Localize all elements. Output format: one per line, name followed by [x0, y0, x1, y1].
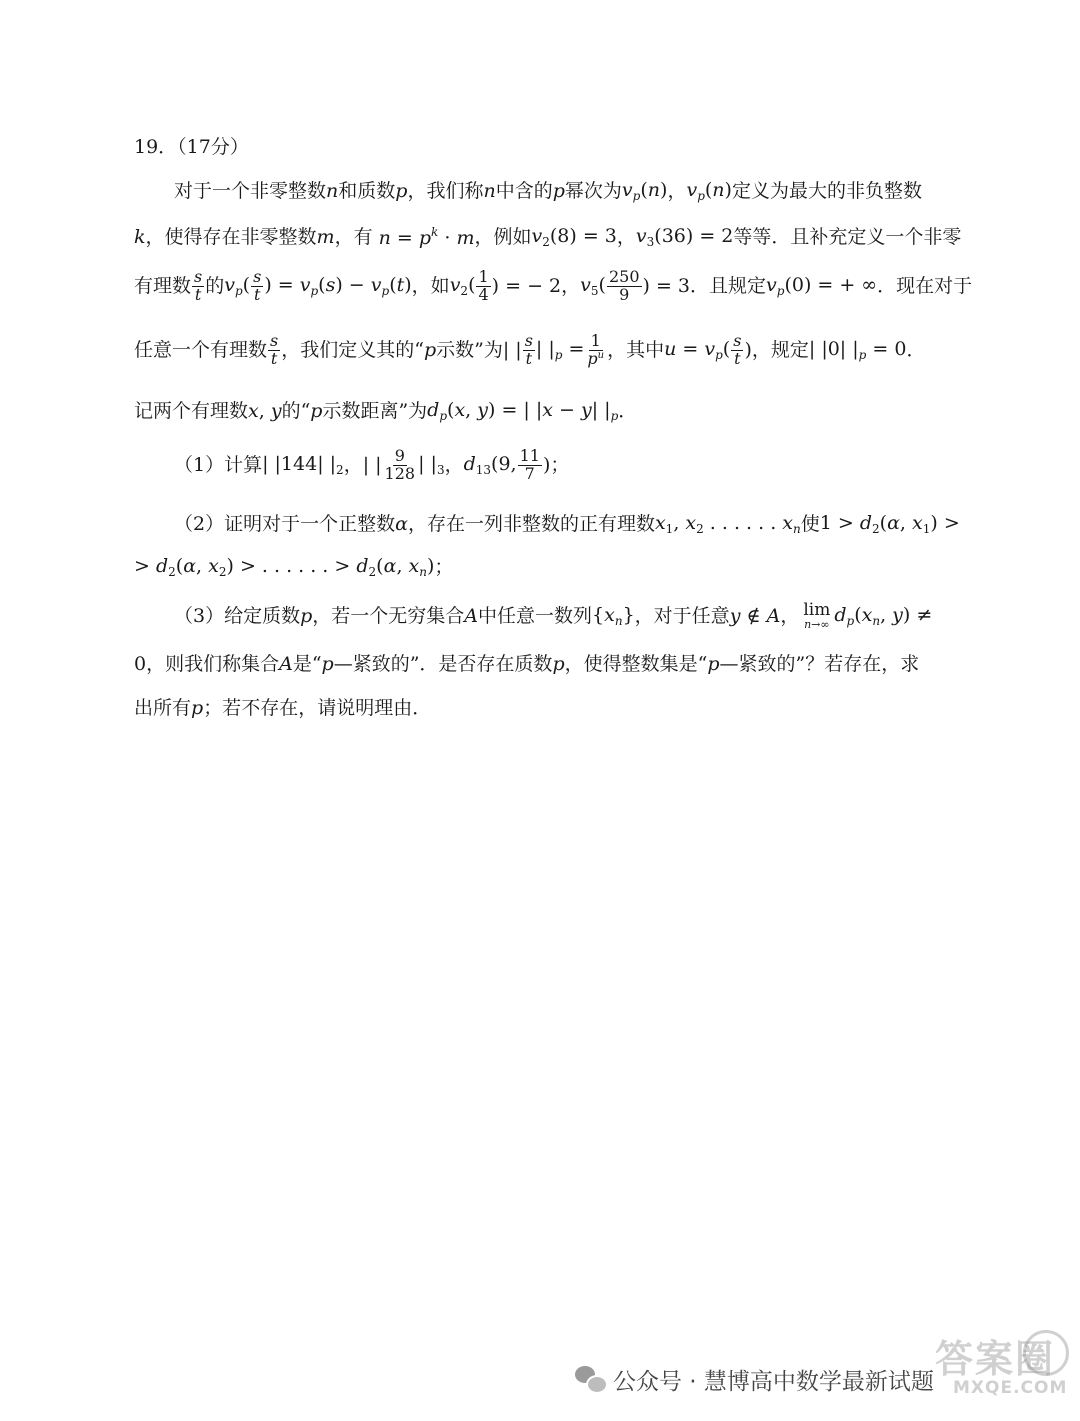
source-footer	[575, 1362, 934, 1396]
text: （3）给定质数	[174, 604, 301, 627]
text: ，有	[334, 225, 373, 248]
formula: $x_1$, $x_2$ . . . . . . $x_n$	[654, 512, 801, 536]
text: 示数距离”为	[322, 400, 428, 422]
text: ．	[618, 400, 638, 422]
formula: > $d_2(\alpha$, $x_2$) > . . . . . . > $d_2(\alpha$, $x_n$)	[134, 555, 435, 579]
text: 使	[800, 513, 820, 535]
fraction-1-4: $\frac{1}{4}$	[478, 266, 489, 304]
text: ，	[561, 274, 581, 297]
formula: $v_p(0)$ = + ∞	[766, 273, 878, 298]
text: ，对于任意	[634, 604, 730, 627]
formula: | |	[502, 338, 522, 361]
fraction-s-t: $\frac{s}{t}$	[270, 330, 279, 368]
text: ，使得存在非零整数	[145, 225, 317, 248]
text: ，规定	[751, 338, 809, 361]
formula: $1 > d_2(\alpha$, $x_1$) >	[819, 512, 960, 536]
text: ；	[550, 453, 570, 476]
text: 中含的	[495, 180, 553, 202]
formula: $v_2(8) = 3$	[531, 224, 617, 249]
formula: $\{x_n\}$	[592, 603, 635, 628]
text: 记两个有理数	[134, 400, 249, 422]
question-3-end: 出所有 p ；若不存在，请说明理由．	[134, 697, 432, 719]
text: ，存在一列非整数的正有理数	[407, 513, 655, 535]
text: ．且规定	[690, 274, 767, 297]
formula: $d_{13}(9$,	[463, 452, 517, 477]
question-3: （3）给定质数 p ，若一个无穷集合 A 中任意一数列 $\{x_n\}$ ，对于任意 y ∉ A ， lim n→∞ $d_p(x_n$, y) ≠	[174, 600, 933, 631]
fraction-250-9: $\frac{250}{9}$	[608, 266, 640, 304]
text: ，	[616, 225, 636, 248]
formula: ) = − 2	[491, 274, 562, 297]
formula: y ∉ A	[729, 604, 781, 627]
watermark-seal-icon	[1023, 1330, 1069, 1376]
text: ．现在对于	[877, 274, 973, 297]
text: ，例如	[474, 225, 532, 248]
fraction-s-t: $\frac{s}{t}$	[524, 330, 533, 368]
question-3-continued: 0，则我们称集合 A 是“ p —紧致的”．是否存在质数 p ，使得整数集是“ p —紧致的”？若存在，求	[134, 653, 920, 675]
formula: $v_p$(	[224, 273, 251, 298]
formula: $d_p(x_n$, y) ≠	[834, 603, 933, 628]
text: ；	[434, 556, 454, 578]
formula: | $|_3$	[418, 452, 445, 477]
watermark-logo	[935, 1328, 1075, 1418]
paragraph-line-5: 记两个有理数 x, y 的“ p 示数距离”为 $d_p(x$, y) = | |x − y| $|_p$ ．	[134, 399, 638, 423]
formula: ) = 3	[642, 274, 690, 297]
fraction-s-t: $\frac{s}{t}$	[733, 330, 742, 368]
text: 出所有	[134, 697, 192, 719]
fraction-1-pu: $\frac{1}{p^u}$	[587, 330, 605, 368]
fraction-9-128: $\frac{9}{128}$	[384, 445, 416, 483]
paragraph-line-1: 对于一个非零整数 n 和质数 p ，我们称 n 中含的 p 幂次为 $v_p(n)$ ， $v_p(n)$ 定义为最大的非负整数	[174, 179, 922, 203]
watermark-url: MXQE.COM	[953, 1378, 1068, 1398]
text: 幂次为	[564, 180, 622, 202]
text: （2）证明对于一个正整数	[174, 513, 396, 535]
watermark-text: 答案圈	[935, 1337, 1056, 1381]
text: ．	[906, 338, 926, 361]
text: 等等．且补充定义一个非零	[733, 225, 962, 248]
limit-notation: lim n→∞	[803, 600, 831, 631]
text: 对于一个非零整数	[174, 180, 327, 202]
text: ，	[667, 180, 687, 202]
paragraph-line-3	[134, 266, 973, 304]
formula: )	[542, 453, 551, 476]
fraction-s-t: $\frac{s}{t}$	[194, 266, 203, 304]
fraction-s-t: $\frac{s}{t}$	[253, 266, 262, 304]
paragraph-line-4: 任意一个有理数 $\frac{s}{t}$ ，我们定义其的“ p 示数”为 | | $\frac{s}{t}$ | $|_p$ = $\frac{1}{p^u}$ ，其中 $u = v_p$( $\frac{s}{t}$ ) ，规定 | |0| $|_p = 0$ ．	[134, 330, 926, 368]
paragraph-line-2: k ，使得存在非零整数 m ，有 $n = p^k \cdot m$ ，例如 $v_2(8) = 3$ ， $v_3(36) = 2$ 等等．且补充定义一个非零	[134, 224, 962, 249]
formula: $v_5$(	[580, 273, 606, 298]
formula: $d_p(x$, y) = | |x − y| $|_p$	[427, 399, 619, 423]
text: 示数”为	[436, 338, 503, 361]
text: ，我们称	[407, 180, 484, 202]
wechat-icon	[575, 1366, 605, 1392]
text: ，	[444, 453, 464, 476]
formula: ) = $v_p(s) - v_p(t)$	[264, 273, 412, 298]
formula: | |0| $|_p = 0$	[808, 337, 907, 362]
text: 是“	[292, 653, 322, 675]
problem-number: 19．（17分）	[134, 136, 249, 158]
formula: $v_p(n)$	[621, 179, 668, 203]
question-2-continued	[134, 557, 960, 578]
text: 的“	[281, 400, 311, 422]
text: ，其中	[607, 338, 665, 361]
formula: $v_p(n)$	[686, 179, 732, 203]
text: ，	[343, 453, 363, 476]
formula: $n = p^k \cdot m$	[378, 225, 475, 249]
text: ，我们定义其的“	[281, 338, 424, 361]
question-2: （2）证明对于一个正整数 α ，存在一列非整数的正有理数 $x_1$, $x_2$ . . . . . . $x_n$ 使 $1 > d_2(\alpha$, $x_1$) >	[174, 512, 960, 536]
text: 0，则我们称集合	[134, 653, 280, 675]
text: 定义为最大的非负整数	[731, 180, 922, 202]
text: 和质数	[338, 180, 396, 202]
formula: $v_2$(	[449, 273, 476, 298]
text: 有理数	[134, 274, 192, 297]
text: —紧致的”？若存在，求	[719, 653, 920, 675]
text: 的	[205, 274, 225, 297]
formula: )	[744, 338, 752, 361]
formula: | $|_p$ =	[535, 337, 585, 362]
formula: $v_3(36) = 2$	[635, 224, 734, 249]
text: （1）计算	[174, 453, 263, 476]
source-text: 公众号 · 慧博高中数学最新试题	[613, 1368, 934, 1395]
formula: $u = v_p$(	[664, 337, 731, 362]
problem-header	[134, 138, 960, 157]
formula: x, y	[248, 400, 282, 422]
text: —紧致的”．是否存在质数	[333, 653, 553, 675]
formula: | |	[362, 453, 382, 476]
formula: | |144| $|_2$	[262, 452, 344, 477]
text: 任意一个有理数	[134, 338, 268, 361]
text: ，若一个无穷集合	[312, 604, 465, 627]
text: 中任意一数列	[478, 604, 593, 627]
text: ；若不存在，请说明理由．	[203, 697, 432, 719]
question-1	[174, 445, 960, 485]
fraction-11-7: $\frac{11}{7}$	[519, 445, 540, 483]
text: ，如	[411, 274, 450, 297]
text: ，	[780, 604, 800, 627]
text: ，使得整数集是“	[564, 653, 708, 675]
